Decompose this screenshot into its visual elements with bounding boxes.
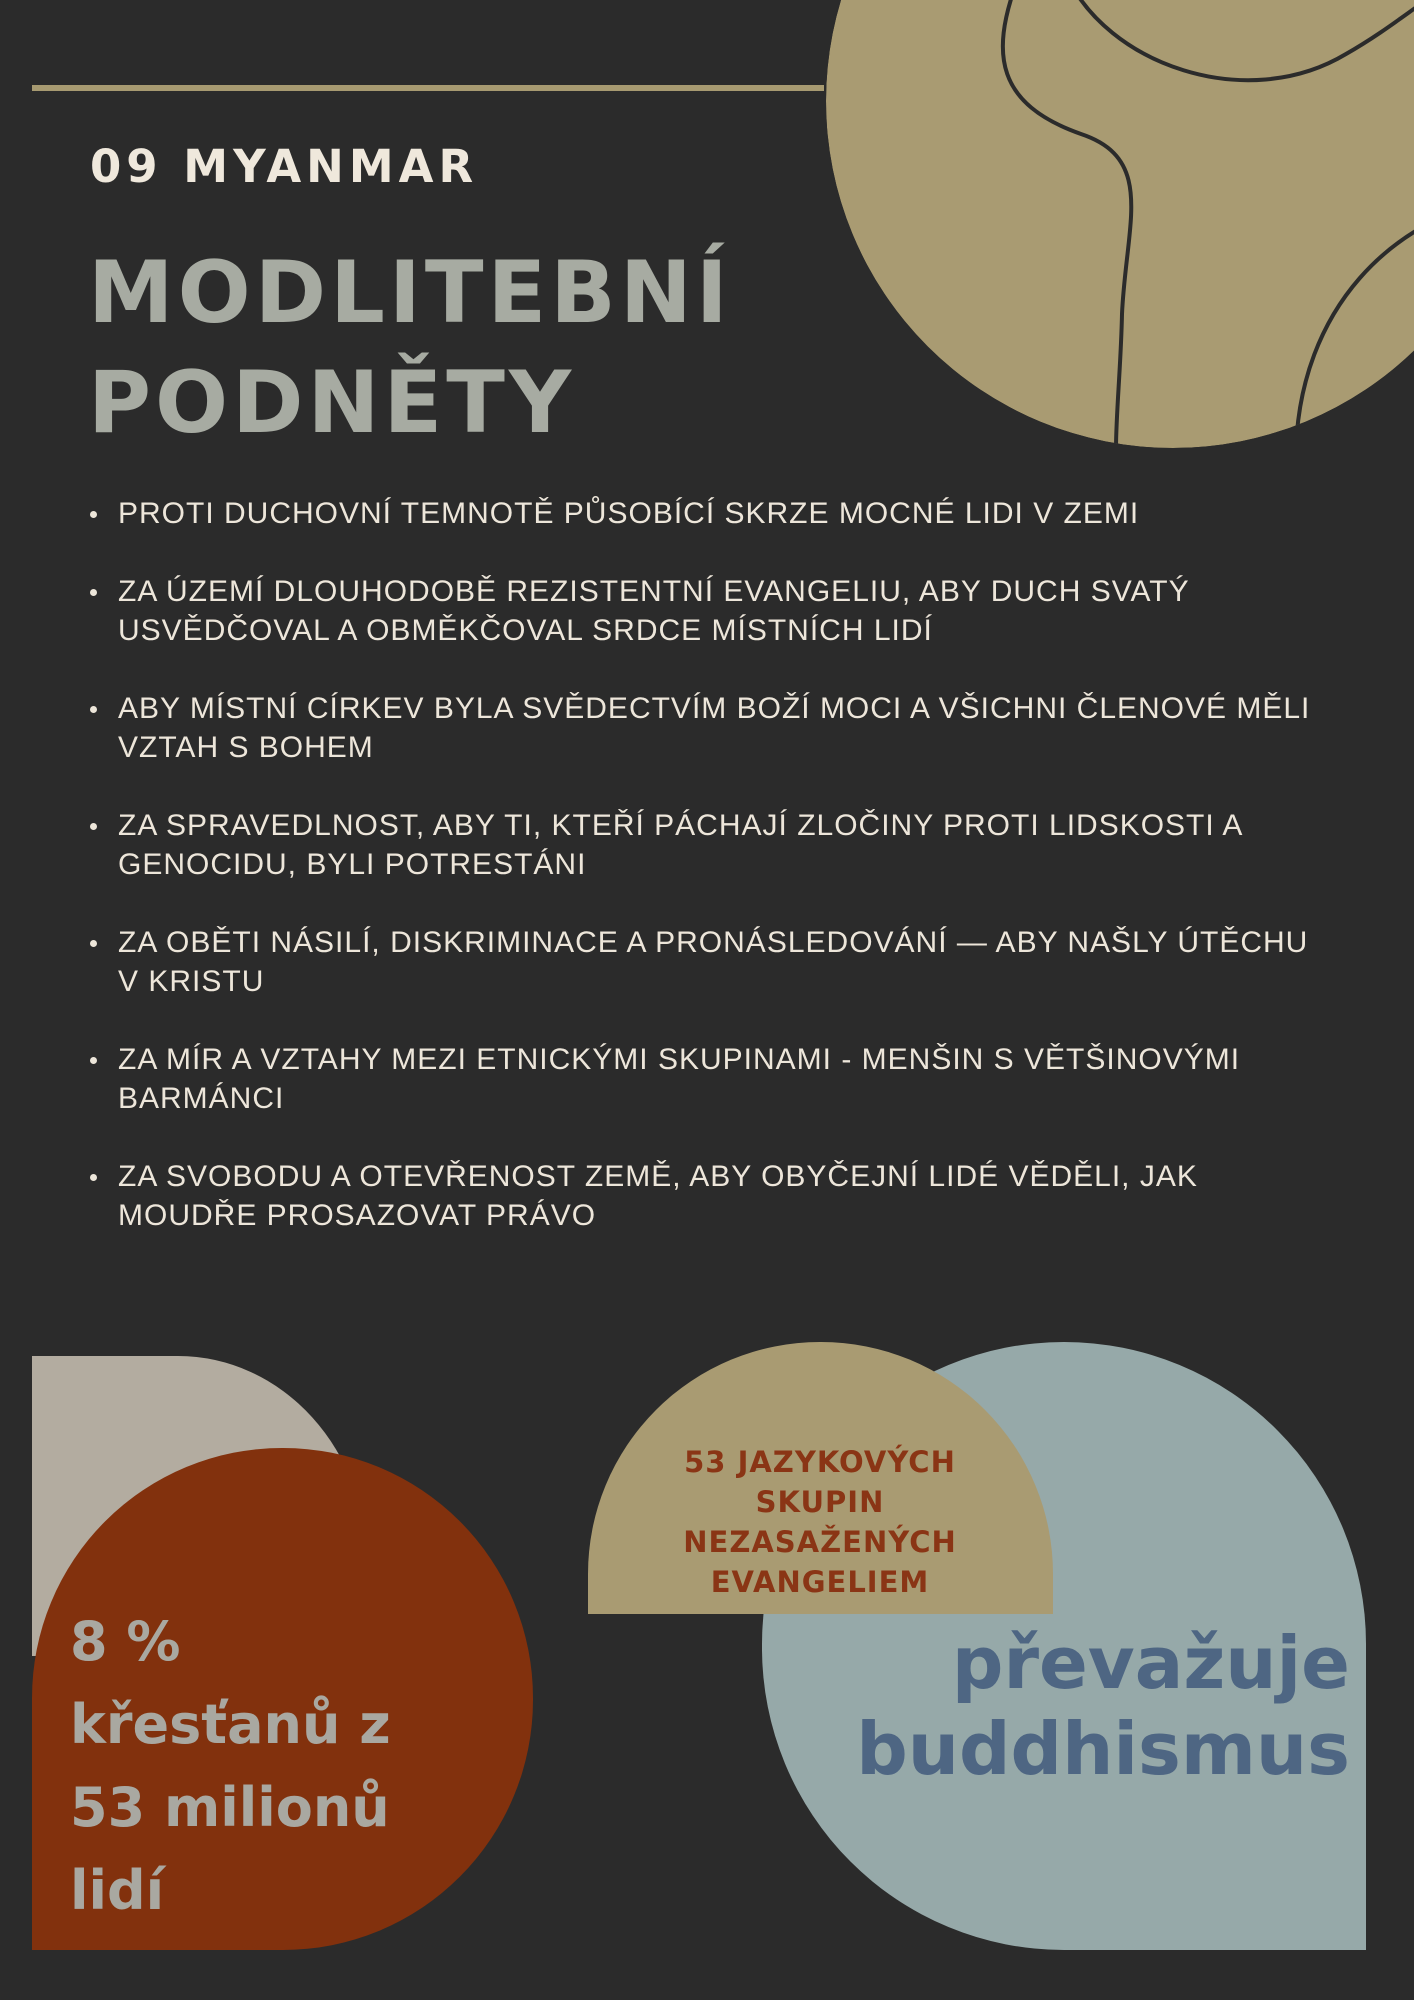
christians-stat-line: 8 % [70, 1610, 181, 1673]
bullet-icon [90, 940, 97, 947]
religion-line: buddhismus [856, 1707, 1350, 1791]
prayer-point-text: PROTI DUCHOVNÍ TEMNOTĚ PŮSOBÍCÍ SKRZE MOCNÉ LIDI V ZEMI [118, 497, 1140, 530]
christians-stat-line: lidí [70, 1859, 165, 1922]
prayer-point-text: ZA ÚZEMÍ DLOUHODOBĚ REZISTENTNÍ EVANGELIU, ABY DUCH SVATÝ USVĚDČOVAL A OBMĚKČOVAL SRDCE MÍSTNÍCH LIDÍ [118, 575, 1190, 647]
religion-line: převažuje [951, 1621, 1350, 1705]
christians-stat-line: křesťanů z [70, 1693, 391, 1756]
country-label: 09 MYANMAR [90, 140, 479, 193]
language-groups-statistic [620, 1442, 1020, 1602]
decorative-curves [826, 0, 1414, 448]
title-line-2: PODNĚTY [88, 353, 576, 453]
prayer-point-text: ZA OBĚTI NÁSILÍ, DISKRIMINACE A PRONÁSLEDOVÁNÍ — ABY NAŠLY ÚTĚCHU V KRISTU [118, 926, 1309, 998]
bullet-icon [90, 1174, 97, 1181]
prayer-point-text: ZA SVOBODU A OTEVŘENOST ZEMĚ, ABY OBYČEJNÍ LIDÉ VĚDĚLI, JAK MOUDŘE PROSAZOVAT PRÁVO [118, 1160, 1198, 1232]
bullet-icon [90, 511, 97, 518]
bullet-icon [90, 706, 97, 713]
top-divider-line [32, 85, 824, 91]
majority-religion-statistic [780, 1620, 1350, 1792]
language-stat-line: SKUPIN [755, 1485, 885, 1519]
bullet-icon [90, 823, 97, 830]
title-line-1: MODLITEBNÍ [88, 243, 732, 343]
bullet-icon [90, 1057, 97, 1064]
bullet-icon [90, 589, 97, 596]
prayer-point [88, 689, 1328, 767]
language-stat-line: 53 JAZYKOVÝCH [684, 1445, 956, 1479]
prayer-point-text: ZA MÍR A VZTAHY MEZI ETNICKÝMI SKUPINAMI - MENŠIN S VĚTŠINOVÝMI BARMÁNCI [118, 1043, 1241, 1115]
prayer-point [88, 1157, 1328, 1235]
prayer-point [88, 572, 1328, 650]
prayer-point [88, 494, 1328, 533]
prayer-point [88, 923, 1328, 1001]
prayer-points-list [88, 494, 1328, 1274]
prayer-point-text: ZA SPRAVEDLNOST, ABY TI, KTEŘÍ PÁCHAJÍ ZLOČINY PROTI LIDSKOSTI A GENOCIDU, BYLI POTRESTÁNI [118, 809, 1242, 881]
page-title [88, 238, 732, 458]
christians-statistic [70, 1600, 510, 1932]
christians-stat-line: 53 milionů [70, 1776, 390, 1839]
language-stat-line: EVANGELIEM [710, 1565, 930, 1599]
prayer-point [88, 806, 1328, 884]
language-stat-line: NEZASAŽENÝCH [683, 1525, 957, 1559]
prayer-point [88, 1040, 1328, 1118]
decorative-gold-circle [826, 0, 1414, 448]
prayer-point-text: ABY MÍSTNÍ CÍRKEV BYLA SVĚDECTVÍM BOŽÍ MOCI A VŠICHNI ČLENOVÉ MĚLI VZTAH S BOHEM [118, 692, 1311, 764]
